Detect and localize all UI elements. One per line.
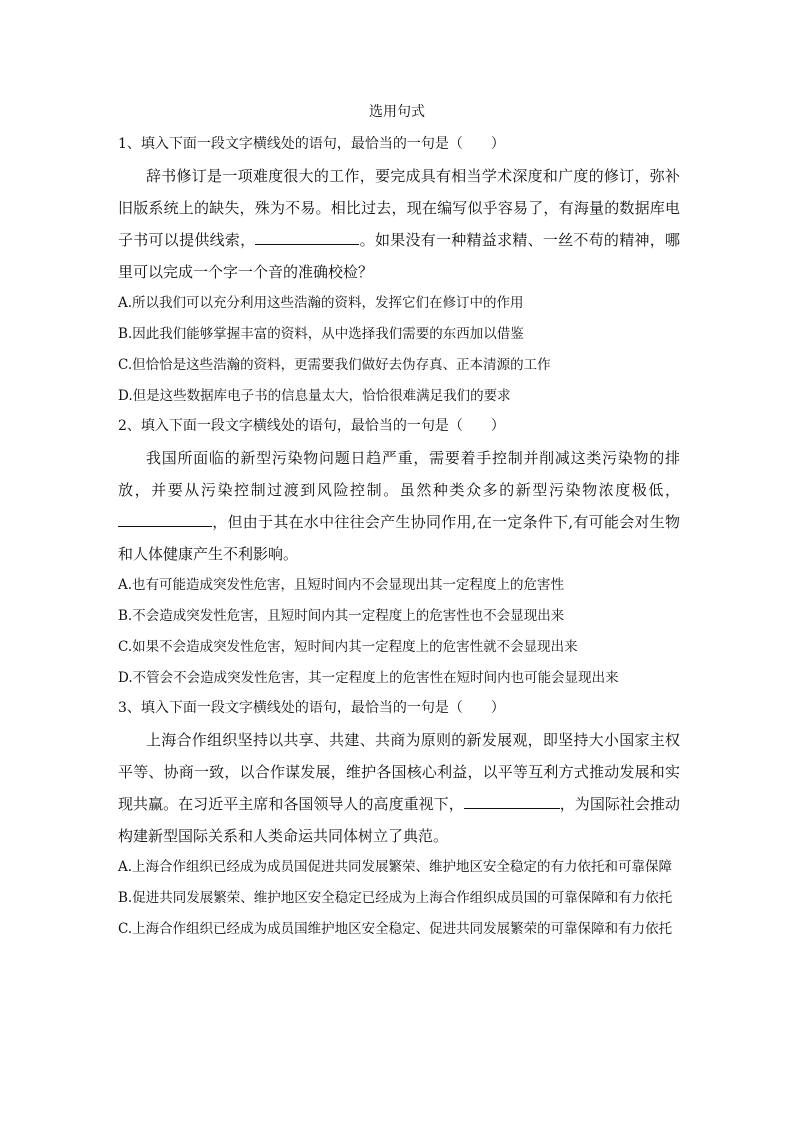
option-1a: A.所以我们可以充分利用这些浩瀚的资料，发挥它们在修订中的作用 [118,295,524,311]
option-1d: D.但是这些数据库电子书的信息量太大，恰恰很难满足我们的要求 [118,388,511,404]
option-1b: B.因此我们能够掌握丰富的资料，从中选择我们需要的东西加以借鉴 [118,326,524,342]
passage-1-before: 辞书修订是一项难度很大的工作，要完成具有相当学术深度和广度的修订，弥补旧版系统上的缺失，殊为不易。相比过去，现在编写似乎容易了，有海量的数据库电子书可以提供线索， [118,167,680,249]
option-3c: C.上海合作组织已经成为成员国维护地区安全稳定、促进共同发展繁荣的可靠保障和有力依托 [118,921,673,937]
passage-2-before: 我国所面临的新型污染物问题日趋严重，需要着手控制并削减这类污染物的排放，并要从污染控制过渡到风险控制。虽然种类众多的新型污染物浓度极低， [118,449,680,499]
passage-3-after: ，为国际社会推动构建新型国际关系和人类命运共同体树立了典范。 [118,795,680,845]
passage-1-after: 。如果没有一种精益求精、一丝不苟的精神，哪里可以完成一个字一个音的准确校检？ [118,231,680,281]
answer-blank-3 [464,794,560,809]
question-stem-2: 2、填入下面一段文字横线处的语句，最恰当的一句是（ ） [118,418,505,434]
questions-container [118,130,680,945]
question-stem-1: 1、填入下面一段文字横线处的语句，最恰当的一句是（ ） [118,136,505,152]
option-2d: D.不管会不会造成突发性危害，其一定程度上的危害性在短时间内也可能会显现出来 [118,670,619,686]
option-2a: A.也有可能造成突发性危害，且短时间内不会显现出其一定程度上的危害性 [118,577,565,593]
passage-3-before: 上海合作组织坚持以共享、共建、共商为原则的新发展观，即坚持大小国家主权平等、协商一致，以合作谋发展，维护各国核心利益，以平等互利方式推动发展和实现共赢。在习近平主席和各国领导人的高度重视下， [118,731,680,813]
option-1c: C.但恰恰是这些浩瀚的资料，更需要我们做好去伪存真、正本清源的工作 [118,357,551,373]
option-2c: C.如果不会造成突发性危害，短时间内其一定程度上的危害性就不会显现出来 [118,639,578,655]
option-3b: B.促进共同发展繁荣、维护地区安全稳定已经成为上海合作组织成员国的可靠保障和有力依托 [118,890,673,906]
question-passage-1 [118,160,680,288]
answer-blank-2 [118,512,212,527]
passage-2-after: ，但由于其在水中往往会产生协同作用,在一定条件下,有可能会对生物和人体健康产生不利影响。 [118,513,680,563]
page-title: 选用句式 [369,104,425,120]
option-3a: A.上海合作组织已经成为成员国促进共同发展繁荣、维护地区安全稳定的有力依托和可靠保障 [118,859,673,875]
question-passage-2 [118,442,680,570]
option-2b: B.不会造成突发性危害，且短时间内其一定程度上的危害性也不会显现出来 [118,608,565,624]
question-stem-3: 3、填入下面一段文字横线处的语句，最恰当的一句是（ ） [118,700,505,716]
question-passage-3 [118,724,680,852]
answer-blank-1 [255,230,359,245]
